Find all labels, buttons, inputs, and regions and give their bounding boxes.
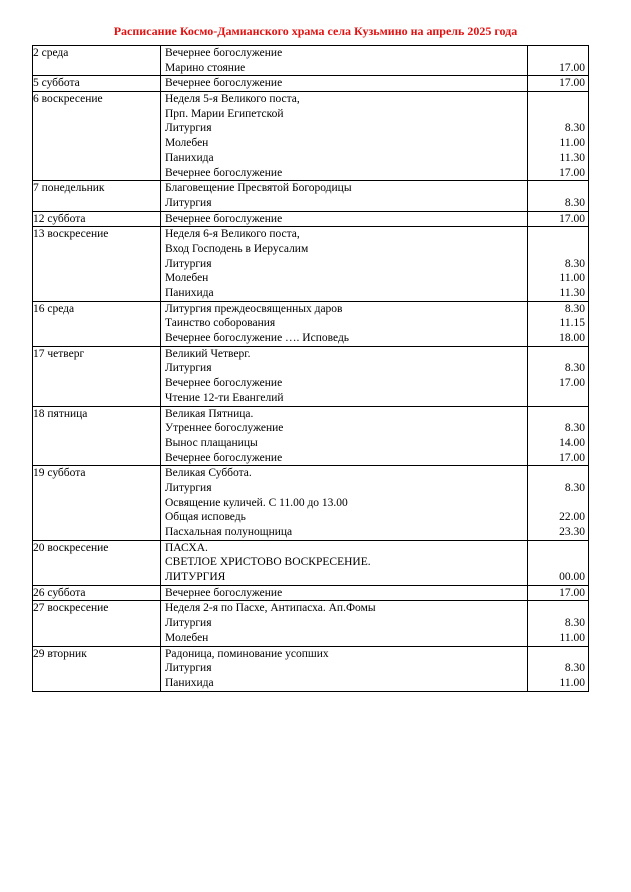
day-cell bbox=[33, 406, 161, 466]
time-value bbox=[528, 347, 588, 362]
time-value: 17.00 bbox=[559, 77, 585, 90]
table-row bbox=[33, 92, 589, 181]
service-line: Литургия bbox=[165, 481, 212, 494]
time-cell bbox=[528, 646, 589, 691]
service-line: Радоница, поминование усопших bbox=[165, 647, 329, 660]
service-line: Литургия bbox=[165, 362, 212, 375]
service-line: Неделя 2-я по Пасхе, Антипасха. Ап.Фомы bbox=[165, 602, 376, 615]
service-cell bbox=[161, 406, 528, 466]
service-line: Вечернее богослужение bbox=[165, 47, 283, 59]
time-value: 17.00 bbox=[559, 586, 585, 599]
time-value: 17.00 bbox=[559, 451, 585, 464]
table-row bbox=[33, 346, 589, 406]
time-value: 00.00 bbox=[559, 571, 585, 584]
time-value: 11.00 bbox=[559, 137, 585, 150]
time-value bbox=[528, 242, 588, 257]
day-label: 19 суббота bbox=[33, 467, 86, 480]
time-cell bbox=[528, 601, 589, 646]
service-line: Вечернее богослужение bbox=[165, 586, 283, 599]
service-line: Вечернее богослужение bbox=[165, 166, 283, 179]
time-value bbox=[528, 391, 588, 406]
service-line: Благовещение Пресвятой Богородицы bbox=[165, 182, 352, 195]
day-label: 5 суббота bbox=[33, 77, 80, 90]
service-cell bbox=[161, 540, 528, 585]
schedule-table bbox=[32, 45, 589, 692]
time-value: 8.30 bbox=[564, 196, 585, 209]
day-label: 17 четверг bbox=[33, 347, 85, 360]
time-value: 18.00 bbox=[559, 332, 585, 345]
time-cell bbox=[528, 181, 589, 211]
time-value bbox=[528, 466, 588, 481]
service-line: Прп. Марии Египетской bbox=[165, 107, 284, 120]
day-label: 26 суббота bbox=[33, 586, 86, 599]
day-cell bbox=[33, 646, 161, 691]
service-line: Вынос плащаницы bbox=[165, 436, 258, 449]
day-label: 6 воскресение bbox=[33, 93, 103, 106]
table-row bbox=[33, 227, 589, 301]
time-cell bbox=[528, 406, 589, 466]
time-cell bbox=[528, 76, 589, 92]
time-value: 23.30 bbox=[559, 526, 585, 538]
service-line: Литургия bbox=[165, 617, 212, 630]
day-cell bbox=[33, 466, 161, 540]
service-line: Литургия преждеосвященных даров bbox=[165, 302, 343, 315]
service-cell bbox=[161, 227, 528, 301]
service-line: Молебен bbox=[165, 137, 209, 150]
service-line: Марино стояние bbox=[165, 61, 246, 74]
day-cell bbox=[33, 601, 161, 646]
day-label: 16 среда bbox=[33, 302, 75, 315]
service-line: Панихида bbox=[165, 151, 214, 164]
service-line: Неделя 6-я Великого поста, bbox=[165, 228, 300, 241]
service-cell bbox=[161, 76, 528, 92]
service-cell bbox=[161, 646, 528, 691]
time-value: 17.00 bbox=[559, 61, 585, 74]
time-value: 8.30 bbox=[564, 257, 585, 270]
time-value: 8.30 bbox=[564, 422, 585, 435]
table-row bbox=[33, 601, 589, 646]
service-cell bbox=[161, 92, 528, 181]
service-line: Вход Господень в Иерусалим bbox=[165, 242, 309, 255]
day-cell bbox=[33, 76, 161, 92]
service-cell bbox=[161, 346, 528, 406]
service-line: Великий Четверг. bbox=[165, 347, 251, 360]
table-row bbox=[33, 76, 589, 92]
service-cell bbox=[161, 211, 528, 227]
time-value: 8.30 bbox=[564, 617, 585, 630]
table-row bbox=[33, 301, 589, 346]
time-cell bbox=[528, 211, 589, 227]
time-cell bbox=[528, 466, 589, 540]
table-row bbox=[33, 181, 589, 211]
service-line: Великая Суббота. bbox=[165, 467, 252, 480]
service-cell bbox=[161, 301, 528, 346]
time-value bbox=[528, 92, 588, 107]
time-value: 14.00 bbox=[559, 436, 585, 449]
day-label: 7 понедельник bbox=[33, 182, 105, 195]
service-line: ЛИТУРГИЯ bbox=[165, 571, 226, 584]
table-row bbox=[33, 466, 589, 540]
day-cell bbox=[33, 92, 161, 181]
service-cell bbox=[161, 181, 528, 211]
day-cell bbox=[33, 301, 161, 346]
time-value bbox=[528, 107, 588, 122]
time-cell bbox=[528, 46, 589, 76]
day-label: 12 суббота bbox=[33, 212, 86, 225]
service-cell bbox=[161, 466, 528, 540]
service-line: Вечернее богослужение bbox=[165, 451, 283, 464]
day-label: 29 вторник bbox=[33, 647, 87, 660]
time-cell bbox=[528, 540, 589, 585]
time-cell bbox=[528, 227, 589, 301]
service-line: Вечернее богослужение bbox=[165, 77, 283, 90]
time-value: 8.30 bbox=[564, 662, 585, 675]
table-row bbox=[33, 585, 589, 601]
table-row bbox=[33, 211, 589, 227]
time-cell bbox=[528, 346, 589, 406]
time-value: 11.00 bbox=[559, 631, 585, 644]
service-line: Освящение куличей. С 11.00 до 13.00 bbox=[165, 496, 348, 509]
day-cell bbox=[33, 346, 161, 406]
time-value bbox=[528, 541, 588, 556]
service-line: СВЕТЛОЕ ХРИСТОВО ВОСКРЕСЕНИЕ. bbox=[165, 556, 371, 569]
time-value bbox=[528, 647, 588, 662]
day-label: 18 пятница bbox=[33, 407, 88, 420]
time-value: 11.30 bbox=[559, 287, 585, 299]
service-line: Литургия bbox=[165, 662, 212, 675]
schedule-body bbox=[33, 46, 589, 692]
service-line: Таинство соборования bbox=[165, 317, 276, 330]
service-line: Неделя 5-я Великого поста, bbox=[165, 93, 300, 106]
service-line: Великая Пятница. bbox=[165, 407, 254, 420]
day-cell bbox=[33, 46, 161, 76]
service-line: Вечернее богослужение bbox=[165, 212, 283, 225]
service-line: Литургия bbox=[165, 257, 212, 270]
day-cell bbox=[33, 181, 161, 211]
service-line: Утреннее богослужение bbox=[165, 422, 284, 435]
time-value: 17.00 bbox=[559, 166, 585, 179]
service-cell bbox=[161, 601, 528, 646]
table-row bbox=[33, 406, 589, 466]
time-value: 8.30 bbox=[564, 302, 585, 315]
time-value: 11.30 bbox=[559, 151, 585, 164]
time-value bbox=[528, 407, 588, 422]
day-cell bbox=[33, 540, 161, 585]
service-line: Молебен bbox=[165, 631, 209, 644]
service-cell bbox=[161, 585, 528, 601]
time-value: 11.15 bbox=[559, 317, 585, 330]
time-cell bbox=[528, 92, 589, 181]
time-value: 11.00 bbox=[559, 676, 585, 689]
time-value: 11.00 bbox=[559, 272, 585, 285]
service-line: Панихида bbox=[165, 676, 214, 689]
time-value: 8.30 bbox=[564, 362, 585, 375]
service-line: Панихида bbox=[165, 287, 214, 299]
time-value: 17.00 bbox=[559, 377, 585, 390]
time-value: 22.00 bbox=[559, 511, 585, 524]
service-line: Пасхальная полунощница bbox=[165, 526, 293, 538]
day-cell bbox=[33, 585, 161, 601]
service-line: Вечернее богослужение bbox=[165, 377, 283, 390]
time-value bbox=[528, 496, 588, 511]
time-cell bbox=[528, 585, 589, 601]
service-line: Литургия bbox=[165, 122, 212, 135]
time-value bbox=[528, 181, 588, 196]
day-label: 13 воскресение bbox=[33, 228, 109, 241]
day-cell bbox=[33, 211, 161, 227]
service-line: Чтение 12-ти Евангелий bbox=[165, 391, 284, 404]
time-value: 17.00 bbox=[559, 212, 585, 225]
day-cell bbox=[33, 227, 161, 301]
day-label: 2 среда bbox=[33, 47, 69, 59]
day-label: 20 воскресение bbox=[33, 541, 109, 554]
table-row bbox=[33, 540, 589, 585]
day-label: 27 воскресение bbox=[33, 602, 109, 615]
time-value bbox=[528, 227, 588, 242]
service-line: ПАСХА. bbox=[165, 541, 208, 554]
table-row bbox=[33, 646, 589, 691]
service-line: Вечернее богослужение …. Исповедь bbox=[165, 332, 350, 345]
time-cell bbox=[528, 301, 589, 346]
table-row bbox=[33, 46, 589, 76]
time-value bbox=[528, 46, 588, 61]
time-value bbox=[528, 601, 588, 616]
service-line: Литургия bbox=[165, 196, 212, 209]
service-cell bbox=[161, 46, 528, 76]
service-line: Молебен bbox=[165, 272, 209, 285]
time-value: 8.30 bbox=[564, 122, 585, 135]
time-value bbox=[528, 555, 588, 570]
page-title: Расписание Космо-Дамианского храма села Кузьмино на апрель 2025 года bbox=[113, 24, 518, 38]
time-value: 8.30 bbox=[564, 481, 585, 494]
service-line: Общая исповедь bbox=[165, 511, 246, 524]
